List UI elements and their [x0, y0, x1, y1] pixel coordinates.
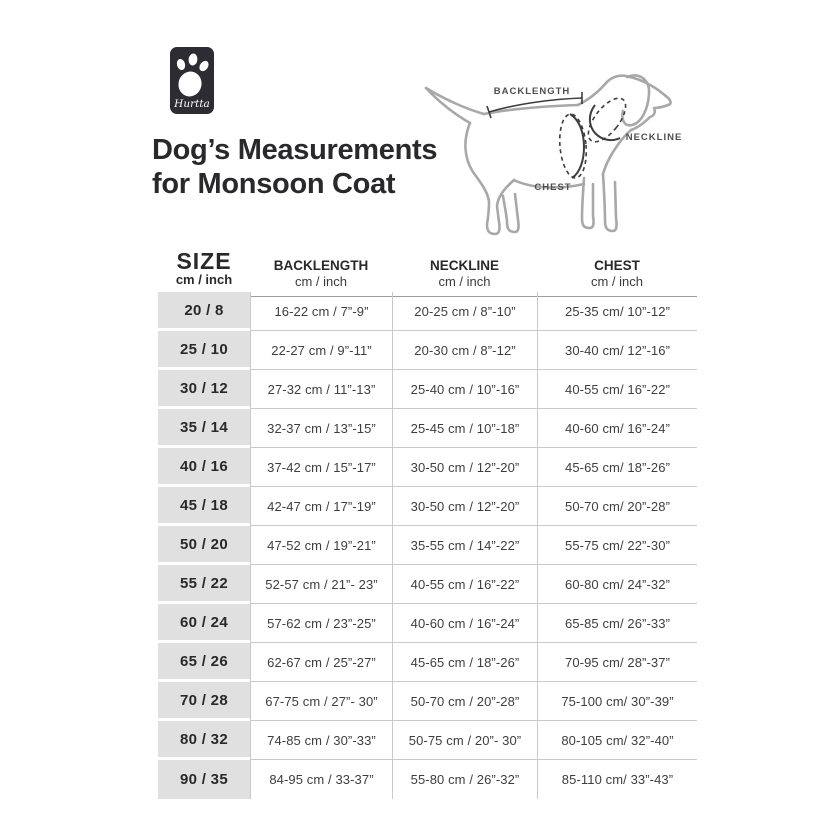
- header-chest-label: CHEST: [594, 258, 640, 273]
- size-cell: 80 / 32: [158, 721, 250, 760]
- table-row: [158, 331, 697, 370]
- hurtta-logo: [170, 47, 214, 114]
- table-row: [158, 292, 697, 331]
- neckline-label: NECKLINE: [625, 132, 683, 143]
- size-cell: 65 / 26: [158, 643, 250, 682]
- size-table-body: [158, 292, 697, 799]
- table-row: [158, 565, 697, 604]
- size-cell: 40 / 16: [158, 448, 250, 487]
- backlength-label: BACKLENGTH: [493, 86, 571, 97]
- backlength-cell: 47-52 cm / 19”-21”: [250, 526, 392, 565]
- neckline-solid-arc: [590, 105, 620, 140]
- size-cell: 20 / 8: [158, 292, 250, 331]
- header-backlength-unit: cm / inch: [294, 274, 347, 289]
- chest-cell: 55-75 cm/ 22”-30”: [537, 526, 697, 565]
- table-row: [158, 448, 697, 487]
- size-cell: 60 / 24: [158, 604, 250, 643]
- backlength-cell: 42-47 cm / 17”-19”: [250, 487, 392, 526]
- size-cell: 70 / 28: [158, 682, 250, 721]
- logo-wordmark: Hurtta: [174, 98, 210, 110]
- table-row: [158, 526, 697, 565]
- chest-label: CHEST: [534, 182, 572, 193]
- dog-measurement-diagram: [410, 50, 702, 248]
- chest-cell: 40-60 cm/ 16”-24”: [537, 409, 697, 448]
- table-row: [158, 487, 697, 526]
- size-cell: 30 / 12: [158, 370, 250, 409]
- backlength-cell: 74-85 cm / 30”-33”: [250, 721, 392, 760]
- size-cell: 90 / 35: [158, 760, 250, 799]
- table-row: [158, 370, 697, 409]
- chest-cell: 75-100 cm/ 30”-39”: [537, 682, 697, 721]
- backlength-cell: 37-42 cm / 15”-17”: [250, 448, 392, 487]
- header-neckline: [392, 250, 537, 297]
- chest-cell: 40-55 cm/ 16”-22”: [537, 370, 697, 409]
- header-chest: [537, 250, 697, 297]
- chest-cell: 45-65 cm/ 18”-26”: [537, 448, 697, 487]
- backlength-cell: 62-67 cm / 25”-27”: [250, 643, 392, 682]
- chest-cell: 60-80 cm/ 24”-32”: [537, 565, 697, 604]
- backlength-cell: 32-37 cm / 13”-15”: [250, 409, 392, 448]
- table-row: [158, 409, 697, 448]
- neckline-cell: 20-25 cm / 8”-10”: [392, 292, 537, 331]
- page-title: [152, 133, 452, 201]
- table-row: [158, 604, 697, 643]
- backlength-cell: 57-62 cm / 23”-25”: [250, 604, 392, 643]
- size-cell: 35 / 14: [158, 409, 250, 448]
- title-line-2: for Monsoon Coat: [152, 168, 396, 200]
- backlength-cell: 67-75 cm / 27”- 30”: [250, 682, 392, 721]
- chest-cell: 50-70 cm/ 20”-28”: [537, 487, 697, 526]
- neckline-cell: 50-75 cm / 20”- 30”: [392, 721, 537, 760]
- title-line-1: Dog’s Measurements: [152, 134, 438, 166]
- neckline-cell: 30-50 cm / 12”-20”: [392, 448, 537, 487]
- table-row: [158, 643, 697, 682]
- header-size: [158, 250, 250, 297]
- header-neckline-label: NECKLINE: [429, 258, 499, 273]
- header-neckline-unit: cm / inch: [438, 274, 491, 289]
- table-header: [158, 250, 697, 292]
- backlength-cell: 22-27 cm / 9”-11”: [250, 331, 392, 370]
- neckline-cell: 25-45 cm / 10”-18”: [392, 409, 537, 448]
- neckline-cell: 25-40 cm / 10”-16”: [392, 370, 537, 409]
- size-cell: 45 / 18: [158, 487, 250, 526]
- header-backlength-label: BACKLENGTH: [273, 258, 369, 273]
- size-cell: 50 / 20: [158, 526, 250, 565]
- neckline-cell: 30-50 cm / 12”-20”: [392, 487, 537, 526]
- header-backlength: [250, 250, 392, 297]
- dog-outline: [426, 76, 671, 234]
- chest-cell: 65-85 cm/ 26”-33”: [537, 604, 697, 643]
- header-size-unit: cm / inch: [175, 272, 233, 287]
- chest-solid-arc: [570, 114, 584, 178]
- size-cell: 55 / 22: [158, 565, 250, 604]
- table-row: [158, 721, 697, 760]
- header-size-label: SIZE: [176, 248, 232, 274]
- neckline-cell: 45-65 cm / 18”-26”: [392, 643, 537, 682]
- neckline-cell: 40-55 cm / 16”-22”: [392, 565, 537, 604]
- neckline-cell: 40-60 cm / 16”-24”: [392, 604, 537, 643]
- neckline-cell: 35-55 cm / 14”-22”: [392, 526, 537, 565]
- size-cell: 25 / 10: [158, 331, 250, 370]
- backlength-cell: 16-22 cm / 7”-9”: [250, 292, 392, 331]
- backlength-cell: 84-95 cm / 33-37”: [250, 760, 392, 799]
- chest-cell: 80-105 cm/ 32”-40”: [537, 721, 697, 760]
- chest-cell: 30-40 cm/ 12”-16”: [537, 331, 697, 370]
- chest-cell: 70-95 cm/ 28”-37”: [537, 643, 697, 682]
- table-row: [158, 760, 697, 799]
- neckline-cell: 50-70 cm / 20”-28”: [392, 682, 537, 721]
- neckline-cell: 20-30 cm / 8”-12”: [392, 331, 537, 370]
- table-row: [158, 682, 697, 721]
- header-chest-unit: cm / inch: [590, 274, 643, 289]
- neckline-cell: 55-80 cm / 26”-32”: [392, 760, 537, 799]
- backlength-cell: 52-57 cm / 21”- 23”: [250, 565, 392, 604]
- backlength-cell: 27-32 cm / 11”-13”: [250, 370, 392, 409]
- chest-cell: 85-110 cm/ 33”-43”: [537, 760, 697, 799]
- chest-cell: 25-35 cm/ 10”-12”: [537, 292, 697, 331]
